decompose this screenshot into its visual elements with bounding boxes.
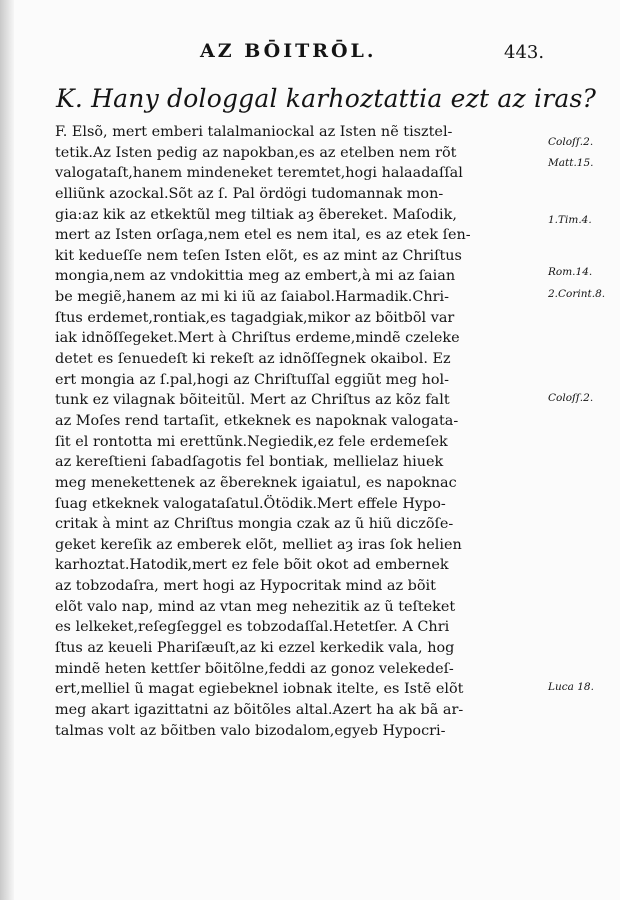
text-line: meg akart igazittatni az bõitõles altal.Azert ha ak bã ar- [55, 701, 464, 718]
gutter-shadow [0, 0, 14, 900]
text-line: iak idnõſſegeket.Mert à Chriſtus erdeme,mindẽ czeleke [55, 330, 460, 347]
text-line: az tobzodaſra, mert hogi az Hypocritak mind az bõit [55, 578, 436, 595]
text-line: F. Elsõ, mert emberi talalmaniockal az Isten nẽ tisztel- [55, 124, 453, 140]
margin-reference: 1.Tim.4. [548, 214, 592, 226]
text-line: ſuag etkeknek valogataſatul.Ötödik.Mert effele Hypo- [55, 495, 446, 512]
text-line: ert mongia az ſ.pal,hogi az Chriſtuſſal eggiũt meg hol- [55, 371, 450, 388]
margin-reference: Luca 18. [548, 681, 594, 693]
margin-reference: 2.Corint.8. [548, 288, 606, 300]
text-line: mongia,nem az vndokittia meg az embert,à mi az ſaian [55, 268, 456, 285]
text-line: gia:az kik az etkektũl meg tiltiak aȝ ẽbereket. Maſodik, [55, 206, 457, 223]
text-line: elõt valo nap, mind az vtan meg nehezitik az ũ teſteket [55, 598, 456, 615]
text-line: ert,melliel ũ magat egiebeknel iobnak itelte, es Istẽ elõt [55, 681, 464, 698]
text-line: ſtus erdemet,rontiak,es tagadgiak,mikor az bõitbõl var [55, 309, 455, 326]
margin-reference: Coloſſ.2. [548, 392, 594, 404]
margin-reference: Rom.14. [548, 266, 593, 278]
body-text [55, 122, 550, 741]
text-line: be megiẽ,hanem az mi ki iũ az ſaiabol.Harmadik.Chri- [55, 289, 449, 306]
text-line: critak à mint az Chriſtus mongia czak az ũ hiũ diczõſe- [55, 516, 454, 533]
running-header: AZ BŌITRŌL. [200, 40, 377, 62]
question-heading: K. Hany dologgal karhoztattia ezt az iras? [56, 84, 597, 113]
text-line: az Moſes rend tartaſit, etkeknek es napoknak valogata- [55, 412, 459, 429]
margin-reference: Coloſſ.2. [548, 136, 594, 148]
text-line: mindẽ heten kettſer bõitõlne,feddi az gonoz velekedeſ- [55, 660, 454, 677]
text-line: az kereſtieni ſabadſagotis fel bontiak, mellielaz hiuek [55, 454, 444, 471]
page-number: 443. [504, 42, 545, 63]
text-line: valogataſt,hanem mindeneket teremtet,hogi halaadaſſal [55, 165, 463, 182]
text-line: tunk ez vilagnak bõiteitũl. Mert az Chriſtus az kõz falt [55, 392, 450, 409]
text-line: talmas volt az bõitben valo bizodalom,egyeb Hypocri- [55, 722, 446, 739]
text-line: meg menekettenek az ẽbereknek igaiatul, es napoknac [55, 474, 457, 491]
text-line: ſit el rontotta mi erettũnk.Negiedik,ez fele erdemeſek [55, 433, 448, 450]
text-line: es lelkeket,reſegſeggel es tobzodaſſal.Hetetſer. A Chri [55, 619, 450, 636]
text-line: detet es ſenuedeſt ki rekeſt az idnõſſegnek okaibol. Ez [55, 351, 451, 368]
text-line: mert az Isten orſaga,nem etel es nem ital, es az etek ſen- [55, 227, 471, 244]
margin-reference: Matt.15. [548, 157, 594, 169]
text-line: tetik.Az Isten pedig az napokban,es az etelben nem rõt [55, 144, 457, 161]
text-line: elliũnk azockal.Sõt az ſ. Pal ördögi tudomannak mon- [55, 185, 444, 202]
text-line: geket kereſik az emberek elõt, melliet aȝ iras ſok helien [55, 536, 462, 553]
text-line: ſtus az keueli Phariſæuſt,az ki ezzel kerkedik vala, hog [55, 640, 455, 657]
text-line: kit kedueſſe nem teſen Isten elõt, es az mint az Chriſtus [55, 247, 462, 264]
text-line: karhoztat.Hatodik,mert ez fele bõit okot ad embernek [55, 557, 449, 574]
